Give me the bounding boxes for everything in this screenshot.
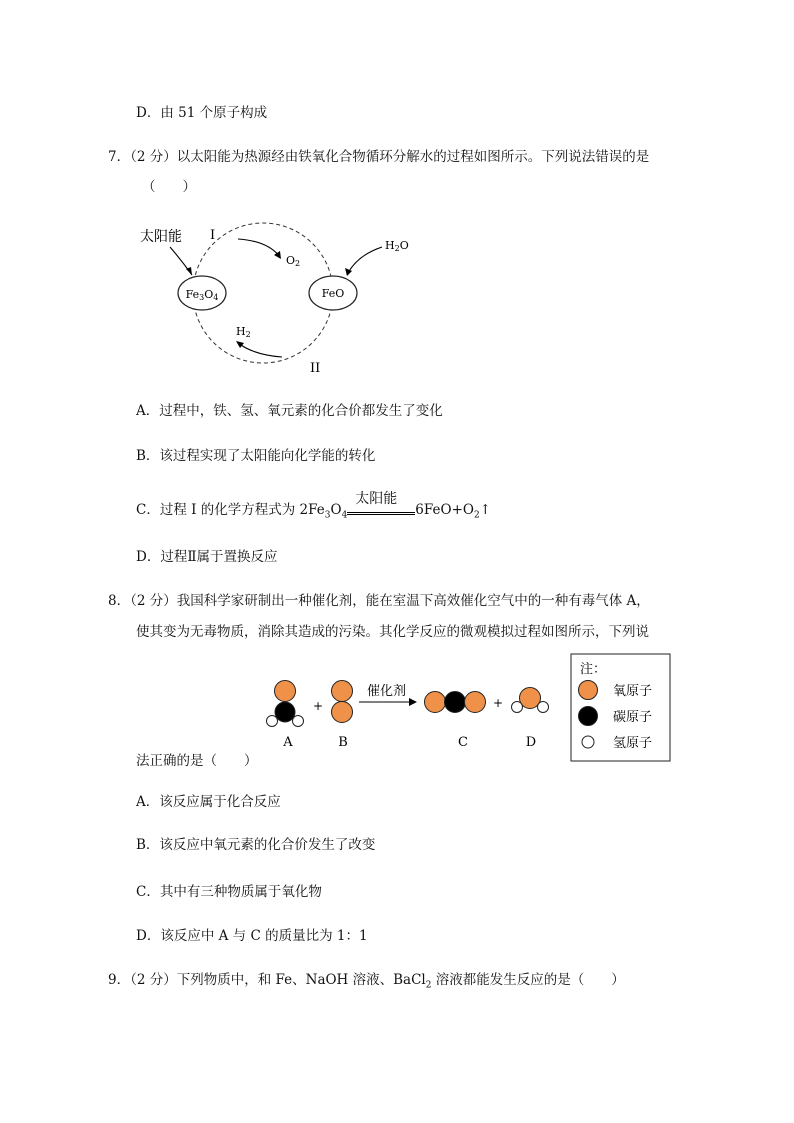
h2-label: H2 [236, 325, 251, 339]
legend-hydrogen-label: 氢原子 [613, 736, 653, 751]
molecule-a-label: A [283, 735, 293, 750]
h2o-label: H2O [385, 239, 409, 253]
plus-sign-2: + [492, 696, 504, 710]
feo-label: FeO [321, 287, 345, 300]
q8-stem-line2: 使其变为无毒物质，消除其造成的污染。其化学反应的微观模拟过程如图所示，下列说 [136, 624, 649, 640]
q7-cycle-diagram [130, 215, 430, 380]
q7-option-d: D．过程Ⅱ属于置换反应 [136, 549, 278, 565]
h2o-arrow [348, 247, 382, 273]
q7-stem-line2: （ ） [142, 179, 196, 195]
molecule-d-label: D [525, 735, 537, 750]
reaction-condition-text: 太阳能 [355, 491, 398, 507]
reaction-line-top [347, 512, 415, 513]
solar-energy-label: 太阳能 [140, 229, 182, 245]
q9-stem [108, 971, 625, 995]
molecule-c-label: C [458, 735, 468, 750]
molecule-a-oxygen [275, 681, 296, 702]
reaction-condition [347, 491, 415, 519]
molecule-c-carbon [445, 692, 466, 713]
molecule-c-oxygen-left [425, 692, 446, 713]
q7-stem-line1: 7．（2 分）以太阳能为热源经由铁氧化合物循环分解水的过程如图所示。下列说法错误的是 [108, 149, 650, 165]
molecule-d-hydrogen-right [538, 702, 549, 713]
q8-stem-line1: 8．（2 分）我国科学家研制出一种催化剂，能在室温下高效催化空气中的一种有毒气体 A， [108, 593, 650, 609]
q9-stem-suffix: 溶液都能发生反应的是（ ） [431, 972, 625, 988]
legend-carbon-swatch [579, 707, 598, 726]
q7-option-a: A．过程中，铁、氢、氧元素的化合价都发生了变化 [136, 403, 443, 419]
catalyst-label: 催化剂 [367, 684, 407, 699]
q8-option-c: C．其中有三种物质属于氧化物 [136, 884, 322, 900]
legend-oxygen-label: 氧原子 [613, 684, 653, 699]
molecule-b-oxygen-top [332, 681, 353, 702]
h2-arrowhead [236, 341, 244, 348]
q7-option-c-prefix: C．过程 I 的化学方程式为 $2Fe_3O_4$ [136, 502, 348, 521]
legend-hydrogen-swatch [582, 736, 594, 748]
legend-title: 注： [580, 662, 607, 677]
q7-option-b: B．该过程实现了太阳能向化学能的转化 [136, 448, 376, 464]
molecule-b-label: B [338, 735, 348, 750]
molecule-c-oxygen-right [465, 692, 486, 713]
legend-oxygen-swatch [579, 681, 598, 700]
process-2-label: II [310, 361, 321, 376]
o2-label: O2 [286, 254, 301, 268]
q8-option-a: A．该反应属于化合反应 [136, 794, 281, 810]
molecule-a-hydrogen-left [267, 716, 278, 727]
process-1-label: I [210, 228, 216, 243]
h2-arrow [238, 343, 282, 357]
reaction-arrowhead [409, 698, 417, 706]
molecule-a-carbon [275, 702, 295, 722]
q6-option-d: D．由 51 个原子构成 [136, 105, 268, 121]
legend-carbon-label: 碳原子 [613, 710, 653, 725]
q8-stem-line3: 法正确的是（ ） [136, 753, 258, 769]
q7-option-c [136, 491, 491, 525]
q7-option-c-suffix: $6FeO+O_2↑$ [415, 502, 491, 521]
q8-option-b: B．该反应中氧元素的化合价发生了改变 [136, 837, 376, 853]
fe3o4-label: Fe3O4 [185, 288, 219, 302]
molecule-a-hydrogen-right [293, 716, 304, 727]
o2-arrow [238, 239, 280, 257]
q9-stem-prefix: 9．（2 分）下列物质中，和 Fe、NaOH 溶液、BaCl [108, 972, 426, 988]
q8-reaction-diagram [255, 652, 675, 764]
q9-stem-subscript: 2 [425, 980, 432, 991]
q8-option-d: D．该反应中 A 与 C 的质量比为 1：1 [136, 928, 368, 944]
plus-sign-1: + [312, 699, 324, 713]
molecule-b-oxygen-bottom [332, 702, 353, 723]
reaction-line-bottom [347, 514, 415, 515]
molecule-d-hydrogen-left [512, 702, 523, 713]
